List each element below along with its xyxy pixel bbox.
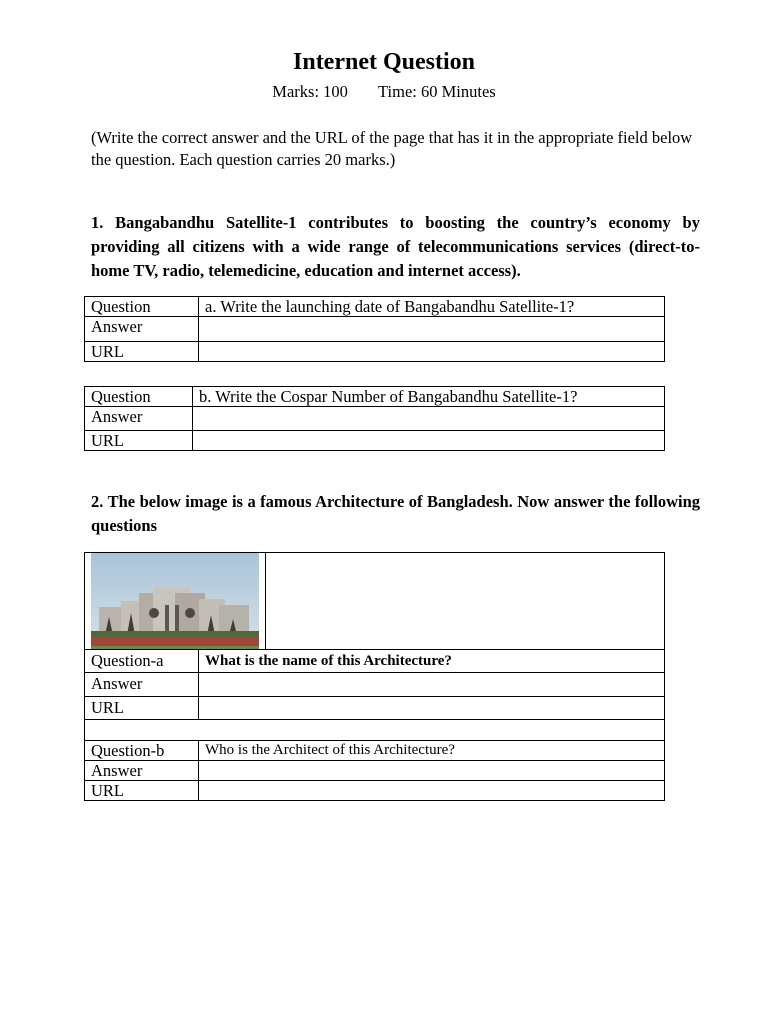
table-row xyxy=(85,553,665,650)
url-label: URL xyxy=(85,342,199,362)
question-1a-table xyxy=(84,296,665,362)
exam-meta xyxy=(0,82,768,102)
table-row xyxy=(85,650,665,673)
table-row xyxy=(85,431,665,451)
instructions: (Write the correct answer and the URL of the page that has it in the appropriate field below the question. Each question carries 20 marks.) xyxy=(91,128,693,169)
table-row xyxy=(85,697,665,720)
question-label: Question xyxy=(85,387,193,407)
image-cell xyxy=(85,553,665,650)
table-row xyxy=(85,673,665,697)
question-1b-text: b. Write the Cospar Number of Bangabandhu Satellite-1? xyxy=(193,387,665,407)
question-2b-text: Who is the Architect of this Architecture? xyxy=(199,741,665,761)
answer-label: Answer xyxy=(85,317,199,342)
table-row xyxy=(85,387,665,407)
answer-label: Answer xyxy=(85,673,199,697)
answer-1a-field[interactable] xyxy=(199,317,665,342)
table-row xyxy=(85,781,665,801)
table-row xyxy=(85,297,665,317)
answer-label: Answer xyxy=(85,761,199,781)
url-1b-field[interactable] xyxy=(193,431,665,451)
answer-1b-field[interactable] xyxy=(193,407,665,431)
question-label: Question-b xyxy=(85,741,199,761)
question-1a-text: a. Write the launching date of Bangabandhu Satellite-1? xyxy=(199,297,665,317)
url-label: URL xyxy=(85,431,193,451)
url-2a-field[interactable] xyxy=(199,697,665,720)
table-row xyxy=(85,741,665,761)
table-row xyxy=(85,342,665,362)
question-label: Question-a xyxy=(85,650,199,673)
question-label: Question xyxy=(85,297,199,317)
time-text: Time: 60 Minutes xyxy=(378,82,496,101)
url-label: URL xyxy=(85,697,199,720)
page-title: Internet Question xyxy=(293,49,475,75)
answer-2a-field[interactable] xyxy=(199,673,665,697)
table-row xyxy=(85,317,665,342)
url-label: URL xyxy=(85,781,199,801)
question-1-text: 1. Bangabandhu Satellite-1 contributes to boosting the country’s economy by providing all citizens with a wide range of telecommunications services (direct-to-home TV, radio, telemedicine, education and internet access). xyxy=(91,213,700,280)
marks-text: Marks: 100 xyxy=(272,82,348,101)
question-2a-text: What is the name of this Architecture? xyxy=(199,650,665,673)
table-row xyxy=(85,720,665,741)
answer-2b-field[interactable] xyxy=(199,761,665,781)
answer-label: Answer xyxy=(85,407,193,431)
table-row xyxy=(85,407,665,431)
question-1b-table xyxy=(84,386,665,451)
question-2-text: 2. The below image is a famous Architecture of Bangladesh. Now answer the following questions xyxy=(91,492,700,535)
url-1a-field[interactable] xyxy=(199,342,665,362)
parliament-building-image xyxy=(91,553,259,649)
spacer-row xyxy=(85,720,665,741)
url-2b-field[interactable] xyxy=(199,781,665,801)
table-row xyxy=(85,761,665,781)
question-2-table xyxy=(84,552,665,801)
